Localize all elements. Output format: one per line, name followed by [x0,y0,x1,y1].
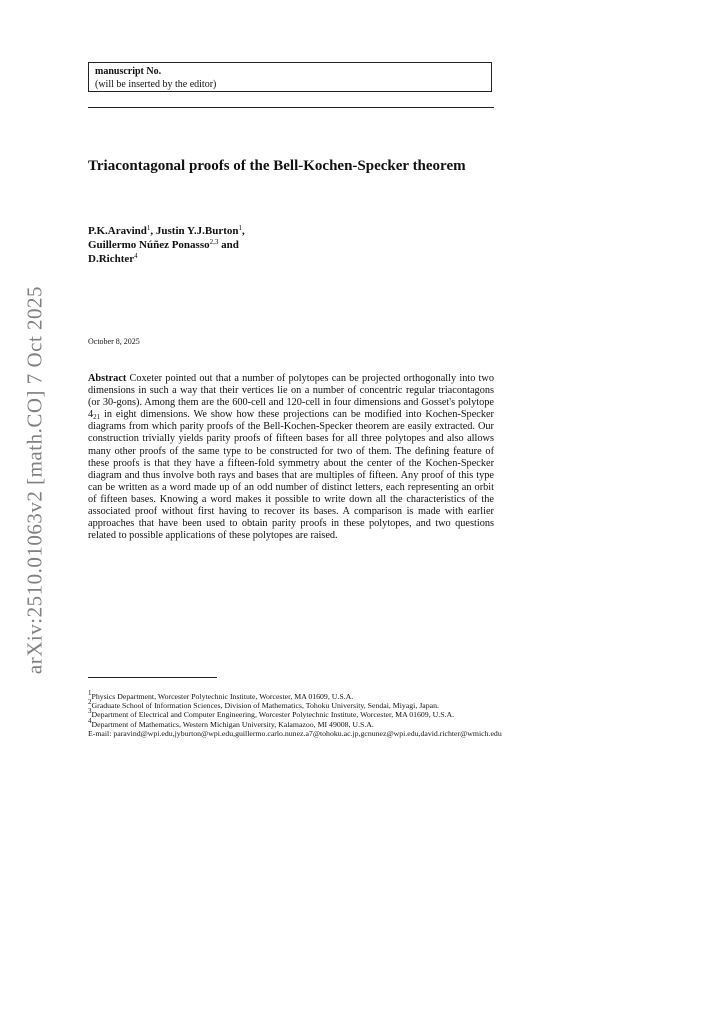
abstract-text-continued: in eight dimensions. We show how these projections can be modified into Kochen-Specker diagrams from which parity proofs of the Bell-Kochen-Specker theorem are easily extracted. Our construction trivially yields parity proofs of fifteen bases for all three polytopes and also allows many other proofs of the same type to be constructed for two of them. The defining feature of these proofs is that they have a fifteen-fold symmetry about the center of the Kochen-Specker diagram and thus involve both rays and bases that are multiples of fifteen. Any proof of this type can be written as a word made up of an odd number of distinct letters, each representing an orbit of fifteen bases. Knowing a word makes it possible to write down all the characteristics of the associated proof without first having to recover its bases. A comparison is made with earlier approaches that have been used to obtain parity proofs in these polytopes, and two questions related to possible applications of these polytopes are raised. [88,409,494,542]
author-affiliation: 1 [238,224,243,232]
abstract-text: Coxeter pointed out that a number of polytopes can be projected orthogonally into two dimensions in such a way that their vertices lie on a number of concentric regular triacontagons (or 30-gons). Among them are the 600-cell and 120-cell in four dimensions and Gosset's polytope 4 [88,373,494,421]
author-list: P.K.Aravind$^1$, Justin Y.J.Burton$^1$, Guillermo Núñez Ponasso$^{2,3}$ and D.Richter$^4$ [88,224,245,265]
footnote-4: $^4$Department of Mathematics, Western Michigan University, Kalamazoo, MI 49008, U.S.A. [88,716,374,729]
footnote-3: $^3$Department of Electrical and Computer Engineering, Worcester Polytechnic Institute, Worcester, MA 01609, U.S.A. [88,707,455,720]
author-affiliation: 1 [146,224,151,232]
footnotes [88,689,502,738]
footnote-1: $^1$Physics Department, Worcester Polytechnic Institute, Worcester, MA 01609, U.S.A. [88,689,354,701]
author-name: Guillermo Núñez Ponasso [88,239,210,251]
footnote-rule [88,677,217,678]
author-affiliation: 4 [134,252,138,260]
header-rule [88,107,494,108]
abstract-label: Abstract [88,373,127,384]
author-name: D.Richter [88,253,135,265]
paper-title: Triacontagonal proofs of the Bell-Kochen-Specker theorem [88,158,466,174]
author-name: Justin Y.J.Burton [155,225,239,237]
footnote-2: $^2$Graduate School of Information Sciences, Division of Mathematics, Tohoku University, Sendai, Miyagi, Japan. [88,698,439,711]
email-line: E-mail: paravind@wpi.edu,jyburton@wpi.edu,guillermo.carlo.nunez.a7@tohoku.ac.jp,gcnunez@wpi.edu,david.richter@wmich.edu [88,728,502,738]
abstract [88,373,494,542]
author-name: P.K.Aravind [88,225,147,237]
manuscript-info-box [88,62,492,92]
manuscript-number-label: manuscript No. [95,66,162,77]
paper-date: October 8, 2025 [88,337,140,346]
polytope-subscript: 21 [93,413,101,422]
arxiv-identifier: arXiv:2510.01063v2 [math.CO] 7 Oct 2025 [22,285,47,675]
editor-note: (will be inserted by the editor) [95,79,217,90]
author-affiliation: 2,3 [209,238,219,246]
